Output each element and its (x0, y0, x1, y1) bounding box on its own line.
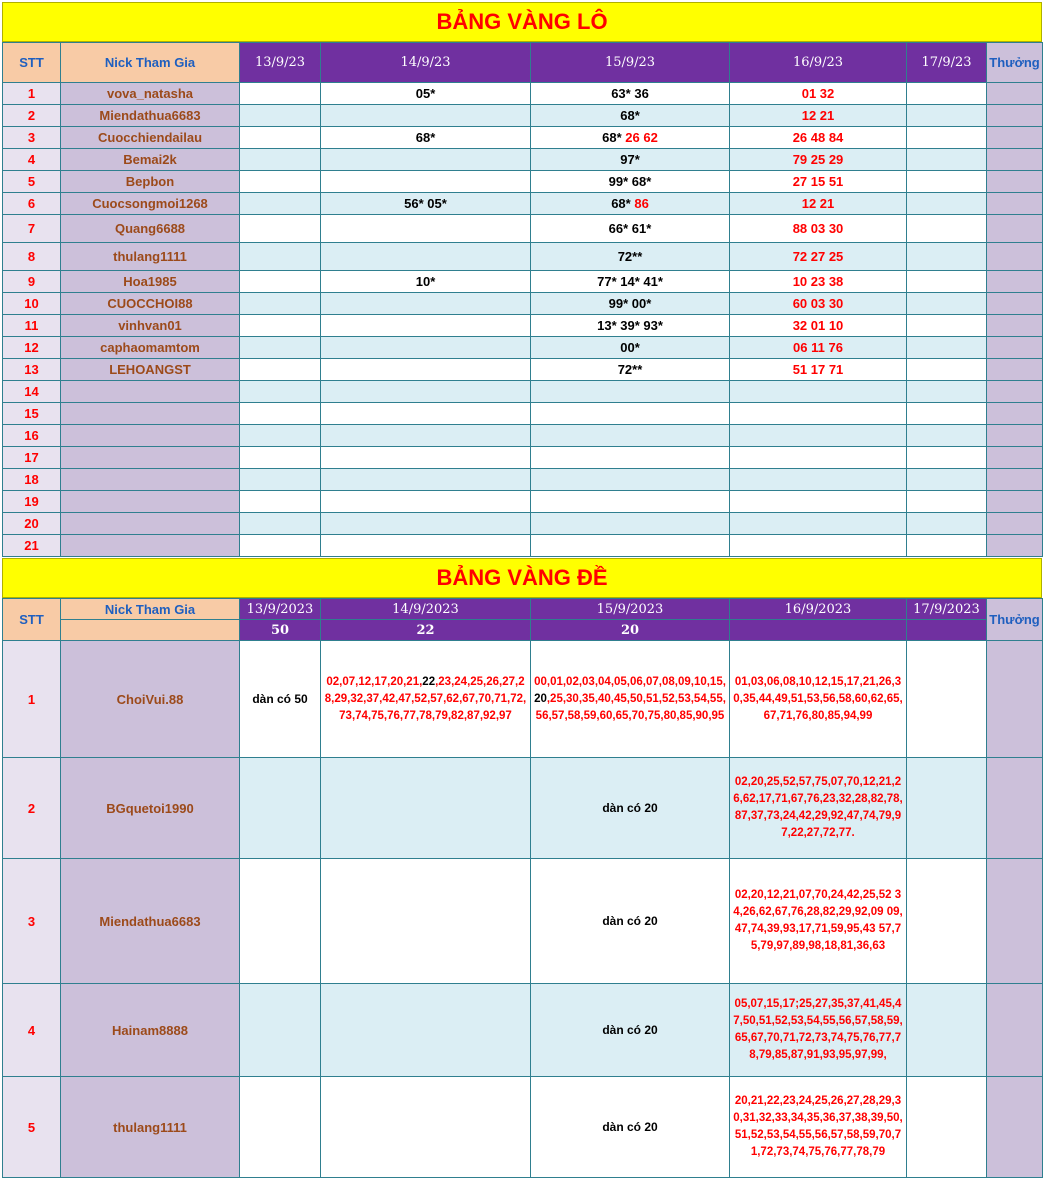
date-14-cell (321, 243, 531, 271)
de-table (2, 598, 1043, 1178)
nick-cell (61, 447, 240, 469)
stt-cell: 14 (3, 381, 61, 403)
bonus-cell (987, 641, 1043, 758)
nick-cell: LEHOANGST (61, 359, 240, 381)
lo-row (3, 243, 1043, 271)
date-16-cell (730, 425, 907, 447)
stt-cell: 18 (3, 469, 61, 491)
date-14-cell (321, 149, 531, 171)
nick-cell: Miendathua6683 (61, 105, 240, 127)
date-16-cell: 01,03,06,08,10,12,15,17,21,26,30,35,44,49,51,53,56,58,60,62,65,67,71,76,80,85,94,99 (730, 641, 907, 758)
winning-number: 20 (534, 692, 547, 705)
date-15-cell (531, 337, 730, 359)
date-15-main: 63* 36 (611, 86, 649, 101)
date-13-cell (240, 315, 321, 337)
stt-cell: 4 (3, 149, 61, 171)
date-16-cell (730, 469, 907, 491)
lo-row (3, 337, 1043, 359)
date-16-cell: 02,20,25,52,57,75,07,70,12,21,26,62,17,71,67,76,23,32,28,82,78,87,37,73,24,42,29,92,47,74,79,97,22,27,72,77. (730, 758, 907, 859)
numbers: 02,07,12,17,20,21, (326, 675, 423, 688)
de-result-blank (907, 620, 987, 641)
date-16-cell: 26 48 84 (730, 127, 907, 149)
date-15-cell (531, 513, 730, 535)
date-13-cell (240, 271, 321, 293)
lo-row (3, 359, 1043, 381)
lo-row (3, 193, 1043, 215)
bonus-cell (987, 271, 1043, 293)
date-17-cell (907, 491, 987, 513)
date-17-cell (907, 447, 987, 469)
lo-header-date: 16/9/23 (730, 43, 907, 83)
stt-cell: 21 (3, 535, 61, 557)
lo-title: BẢNG VÀNG LÔ (2, 2, 1042, 42)
date-13-cell (240, 425, 321, 447)
nick-cell (61, 403, 240, 425)
bonus-cell (987, 425, 1043, 447)
lo-table (2, 42, 1043, 557)
date-17-cell (907, 193, 987, 215)
lo-header-date: 14/9/23 (321, 43, 531, 83)
date-15-cell (531, 105, 730, 127)
de-header-date: 13/9/2023 (240, 599, 321, 620)
lo-row (3, 171, 1043, 193)
nick-cell (61, 535, 240, 557)
lo-header-row (3, 43, 1043, 83)
date-13-cell (240, 758, 321, 859)
stt-cell: 3 (3, 127, 61, 149)
date-13-cell (240, 171, 321, 193)
lo-row (3, 535, 1043, 557)
date-15-main: 68* (611, 196, 631, 211)
date-13-cell (240, 127, 321, 149)
de-row (3, 859, 1043, 984)
date-15-cell: dàn có 20 (531, 758, 730, 859)
date-15-cell (531, 83, 730, 105)
bonus-cell (987, 984, 1043, 1077)
date-13-cell (240, 83, 321, 105)
date-15-cell (531, 447, 730, 469)
de-result: 20 (531, 620, 730, 641)
nick-cell: Bemai2k (61, 149, 240, 171)
date-17-cell (907, 381, 987, 403)
stt-cell: 2 (3, 758, 61, 859)
lo-row (3, 105, 1043, 127)
bonus-cell (987, 193, 1043, 215)
date-17-cell (907, 535, 987, 557)
date-17-cell (907, 425, 987, 447)
date-16-cell: 06 11 76 (730, 337, 907, 359)
stt-cell: 4 (3, 984, 61, 1077)
lo-row (3, 513, 1043, 535)
stt-cell: 5 (3, 1077, 61, 1178)
stt-cell: 1 (3, 83, 61, 105)
lo-row (3, 215, 1043, 243)
date-15-cell (531, 171, 730, 193)
date-15-main: 72** (617, 362, 643, 377)
bonus-cell (987, 243, 1043, 271)
date-13-cell (240, 149, 321, 171)
bonus-cell (987, 215, 1043, 243)
date-17-cell (907, 215, 987, 243)
date-14-cell (321, 447, 531, 469)
date-14-cell (321, 215, 531, 243)
date-14-cell (321, 105, 531, 127)
date-16-cell: 79 25 29 (730, 149, 907, 171)
bonus-cell (987, 127, 1043, 149)
bonus-cell (987, 535, 1043, 557)
stt-cell: 12 (3, 337, 61, 359)
nick-cell: CUOCCHOI88 (61, 293, 240, 315)
date-15-cell (531, 293, 730, 315)
date-15-cell (531, 271, 730, 293)
de-header-nick: Nick Tham Gia (61, 599, 240, 620)
bonus-cell (987, 513, 1043, 535)
date-13-cell (240, 535, 321, 557)
date-14-cell (321, 171, 531, 193)
de-result (730, 620, 907, 641)
stt-cell: 2 (3, 105, 61, 127)
date-14-cell (321, 1077, 531, 1178)
date-14-cell: 05* (321, 83, 531, 105)
date-15-cell (531, 535, 730, 557)
date-17-cell (907, 127, 987, 149)
date-14-cell (321, 513, 531, 535)
date-15-cell (531, 381, 730, 403)
date-16-cell: 88 03 30 (730, 215, 907, 243)
date-14-cell (321, 491, 531, 513)
nick-cell: Cuocsongmoi1268 (61, 193, 240, 215)
date-13-cell (240, 215, 321, 243)
bonus-cell (987, 105, 1043, 127)
bonus-cell (987, 381, 1043, 403)
date-17-cell (907, 641, 987, 758)
date-16-cell (730, 403, 907, 425)
bonus-cell (987, 469, 1043, 491)
bonus-cell (987, 149, 1043, 171)
date-17-cell (907, 149, 987, 171)
nick-cell: Cuocchiendailau (61, 127, 240, 149)
de-result: 22 (321, 620, 531, 641)
nick-cell: thulang1111 (61, 243, 240, 271)
date-16-cell: 10 23 38 (730, 271, 907, 293)
lo-header-date: 15/9/23 (531, 43, 730, 83)
date-16-cell: 01 32 (730, 83, 907, 105)
stt-cell: 1 (3, 641, 61, 758)
date-14-cell (321, 535, 531, 557)
nick-cell: Hainam8888 (61, 984, 240, 1077)
bonus-cell (987, 403, 1043, 425)
date-15-cell (531, 403, 730, 425)
lo-row (3, 381, 1043, 403)
date-13-cell (240, 381, 321, 403)
date-16-cell (730, 381, 907, 403)
stt-cell: 3 (3, 859, 61, 984)
stt-cell: 8 (3, 243, 61, 271)
date-14-cell (321, 293, 531, 315)
date-16-cell (730, 491, 907, 513)
bonus-cell (987, 1077, 1043, 1178)
de-row (3, 1077, 1043, 1178)
de-row (3, 758, 1043, 859)
date-16-cell: 02,20,12,21,07,70,24,42,25,52 34,26,62,67,76,28,82,29,92,09 09,47,74,39,93,17,71,59,95,43 57,75,79,97,89,98,18,81,36,63 (730, 859, 907, 984)
de-header-date: 17/9/2023 (907, 599, 987, 620)
date-15-cell: dàn có 20 (531, 859, 730, 984)
de-title: BẢNG VÀNG ĐỀ (2, 558, 1042, 598)
date-14-cell (321, 425, 531, 447)
date-15-cell (531, 127, 730, 149)
date-15-main: 13* 39* 93* (597, 318, 663, 333)
date-16-cell: 60 03 30 (730, 293, 907, 315)
date-17-cell (907, 1077, 987, 1178)
lo-row (3, 271, 1043, 293)
date-14-cell (321, 641, 531, 758)
lo-row (3, 447, 1043, 469)
de-header-date: 15/9/2023 (531, 599, 730, 620)
date-17-cell (907, 83, 987, 105)
lo-row (3, 425, 1043, 447)
nick-cell (61, 425, 240, 447)
date-13-cell (240, 859, 321, 984)
date-15-main: 77* 14* 41* (597, 274, 663, 289)
date-16-cell: 12 21 (730, 105, 907, 127)
date-15-cell: dàn có 20 (531, 984, 730, 1077)
date-17-cell (907, 859, 987, 984)
date-14-cell (321, 315, 531, 337)
date-17-cell (907, 758, 987, 859)
date-14-cell (321, 469, 531, 491)
nick-cell: ChoiVui.88 (61, 641, 240, 758)
date-15-main: 72** (617, 249, 643, 264)
nick-cell (61, 469, 240, 491)
date-13-cell (240, 193, 321, 215)
date-13-cell (240, 337, 321, 359)
bonus-cell (987, 293, 1043, 315)
date-17-cell (907, 271, 987, 293)
lo-row (3, 83, 1043, 105)
date-15-cell (531, 315, 730, 337)
date-13-cell (240, 1077, 321, 1178)
stt-cell: 15 (3, 403, 61, 425)
stt-cell: 5 (3, 171, 61, 193)
bonus-cell (987, 337, 1043, 359)
nick-cell: Bepbon (61, 171, 240, 193)
date-15-cell (531, 359, 730, 381)
date-17-cell (907, 403, 987, 425)
winning-number: 22 (422, 675, 436, 688)
lo-row (3, 293, 1043, 315)
date-17-cell (907, 984, 987, 1077)
bonus-cell (987, 758, 1043, 859)
nick-cell: Miendathua6683 (61, 859, 240, 984)
date-13-cell: dàn có 50 (240, 641, 321, 758)
de-header-date: 14/9/2023 (321, 599, 531, 620)
date-17-cell (907, 243, 987, 271)
stt-cell: 19 (3, 491, 61, 513)
date-13-cell (240, 469, 321, 491)
bonus-cell (987, 447, 1043, 469)
lo-row (3, 149, 1043, 171)
date-15-main: 99* 68* (608, 174, 652, 189)
bonus-cell (987, 83, 1043, 105)
nick-cell: BGquetoi1990 (61, 758, 240, 859)
date-15-cell (531, 491, 730, 513)
bonus-cell (987, 171, 1043, 193)
date-14-cell (321, 758, 531, 859)
date-15-main: 97* (620, 152, 640, 167)
de-header-row (3, 599, 1043, 620)
date-15-extra: 86 (634, 196, 649, 211)
bonus-cell (987, 491, 1043, 513)
de-header-nick-blank (61, 620, 240, 641)
date-15-main: 99* 00* (608, 296, 652, 311)
lo-row (3, 127, 1043, 149)
numbers: 00,01,02,03,04,05,06,07,08,09,10,15, (534, 675, 726, 688)
lo-row (3, 403, 1043, 425)
nick-cell (61, 491, 240, 513)
date-15-cell (531, 149, 730, 171)
numbers: ,23,24,25,26,27,28,29,32,37,42,47,52,57,62,67,70,71,72,73,74,75,76,77,78,79,82,87,92,97 (324, 675, 527, 722)
date-15-cell (531, 425, 730, 447)
stt-cell: 20 (3, 513, 61, 535)
lo-row (3, 491, 1043, 513)
nick-cell: Hoa1985 (61, 271, 240, 293)
lo-row (3, 315, 1043, 337)
lo-header-nick: Nick Tham Gia (61, 43, 240, 83)
de-header-date: 16/9/2023 (730, 599, 907, 620)
date-14-cell (321, 381, 531, 403)
stt-cell: 6 (3, 193, 61, 215)
date-13-cell (240, 984, 321, 1077)
de-result: 50 (240, 620, 321, 641)
date-17-cell (907, 513, 987, 535)
date-13-cell (240, 243, 321, 271)
date-16-cell: 72 27 25 (730, 243, 907, 271)
date-14-cell (321, 859, 531, 984)
date-16-cell: 12 21 (730, 193, 907, 215)
date-17-cell (907, 359, 987, 381)
date-13-cell (240, 105, 321, 127)
stt-cell: 13 (3, 359, 61, 381)
date-16-cell: 20,21,22,23,24,25,26,27,28,29,30,31,32,33,34,35,36,37,38,39,50,51,52,53,54,55,56,57,58,59,70,71,72,73,74,75,76,77,78,79 (730, 1077, 907, 1178)
date-15-main: 68* (602, 130, 622, 145)
date-15-cell (531, 469, 730, 491)
date-13-cell (240, 293, 321, 315)
lo-header-stt: STT (3, 43, 61, 83)
nick-cell: vinhvan01 (61, 315, 240, 337)
date-16-cell (730, 447, 907, 469)
bonus-cell (987, 859, 1043, 984)
date-17-cell (907, 171, 987, 193)
date-15-cell (531, 215, 730, 243)
date-15-main: 66* 61* (608, 221, 652, 236)
date-13-cell (240, 513, 321, 535)
de-result-row (3, 620, 1043, 641)
date-13-cell (240, 447, 321, 469)
stt-cell: 7 (3, 215, 61, 243)
date-16-cell (730, 535, 907, 557)
bonus-cell (987, 359, 1043, 381)
stt-cell: 11 (3, 315, 61, 337)
bonus-cell (987, 315, 1043, 337)
stt-cell: 10 (3, 293, 61, 315)
date-17-cell (907, 105, 987, 127)
nick-cell: caphaomamtom (61, 337, 240, 359)
date-15-cell (531, 641, 730, 758)
date-16-cell: 51 17 71 (730, 359, 907, 381)
date-14-cell: 10* (321, 271, 531, 293)
date-15-main: 00* (620, 340, 640, 355)
date-16-cell: 27 15 51 (730, 171, 907, 193)
date-14-cell: 68* (321, 127, 531, 149)
date-17-cell (907, 469, 987, 491)
date-16-cell (730, 513, 907, 535)
lo-header-date: 17/9/23 (907, 43, 987, 83)
lo-row (3, 469, 1043, 491)
date-15-cell (531, 193, 730, 215)
nick-cell: Quang6688 (61, 215, 240, 243)
date-16-cell: 05,07,15,17;25,27,35,37,41,45,47,50,51,52,53,54,55,56,57,58,59,65,67,70,71,72,73,74,75,76,77,78,79,85,87,91,93,95,97,99, (730, 984, 907, 1077)
nick-cell: thulang1111 (61, 1077, 240, 1178)
numbers: ,25,30,35,40,45,50,51,52,53,54,55,56,57,58,59,60,65,70,75,80,85,90,95 (535, 692, 726, 722)
de-row (3, 641, 1043, 758)
date-15-extra: 26 62 (625, 130, 658, 145)
nick-cell (61, 381, 240, 403)
date-14-cell (321, 403, 531, 425)
date-14-cell (321, 359, 531, 381)
lo-header-bonus: Thưởng (987, 43, 1043, 83)
date-17-cell (907, 293, 987, 315)
stt-cell: 9 (3, 271, 61, 293)
date-17-cell (907, 337, 987, 359)
de-header-bonus: Thưởng (987, 599, 1043, 641)
date-15-cell (531, 243, 730, 271)
date-15-main: 68* (620, 108, 640, 123)
stt-cell: 17 (3, 447, 61, 469)
date-14-cell (321, 337, 531, 359)
stt-cell: 16 (3, 425, 61, 447)
date-13-cell (240, 491, 321, 513)
lo-header-date: 13/9/23 (240, 43, 321, 83)
nick-cell (61, 513, 240, 535)
nick-cell: vova_natasha (61, 83, 240, 105)
date-14-cell (321, 984, 531, 1077)
date-13-cell (240, 403, 321, 425)
de-row (3, 984, 1043, 1077)
date-14-cell: 56* 05* (321, 193, 531, 215)
date-16-cell: 32 01 10 (730, 315, 907, 337)
date-15-cell: dàn có 20 (531, 1077, 730, 1178)
de-header-stt: STT (3, 599, 61, 641)
date-17-cell (907, 315, 987, 337)
date-13-cell (240, 359, 321, 381)
